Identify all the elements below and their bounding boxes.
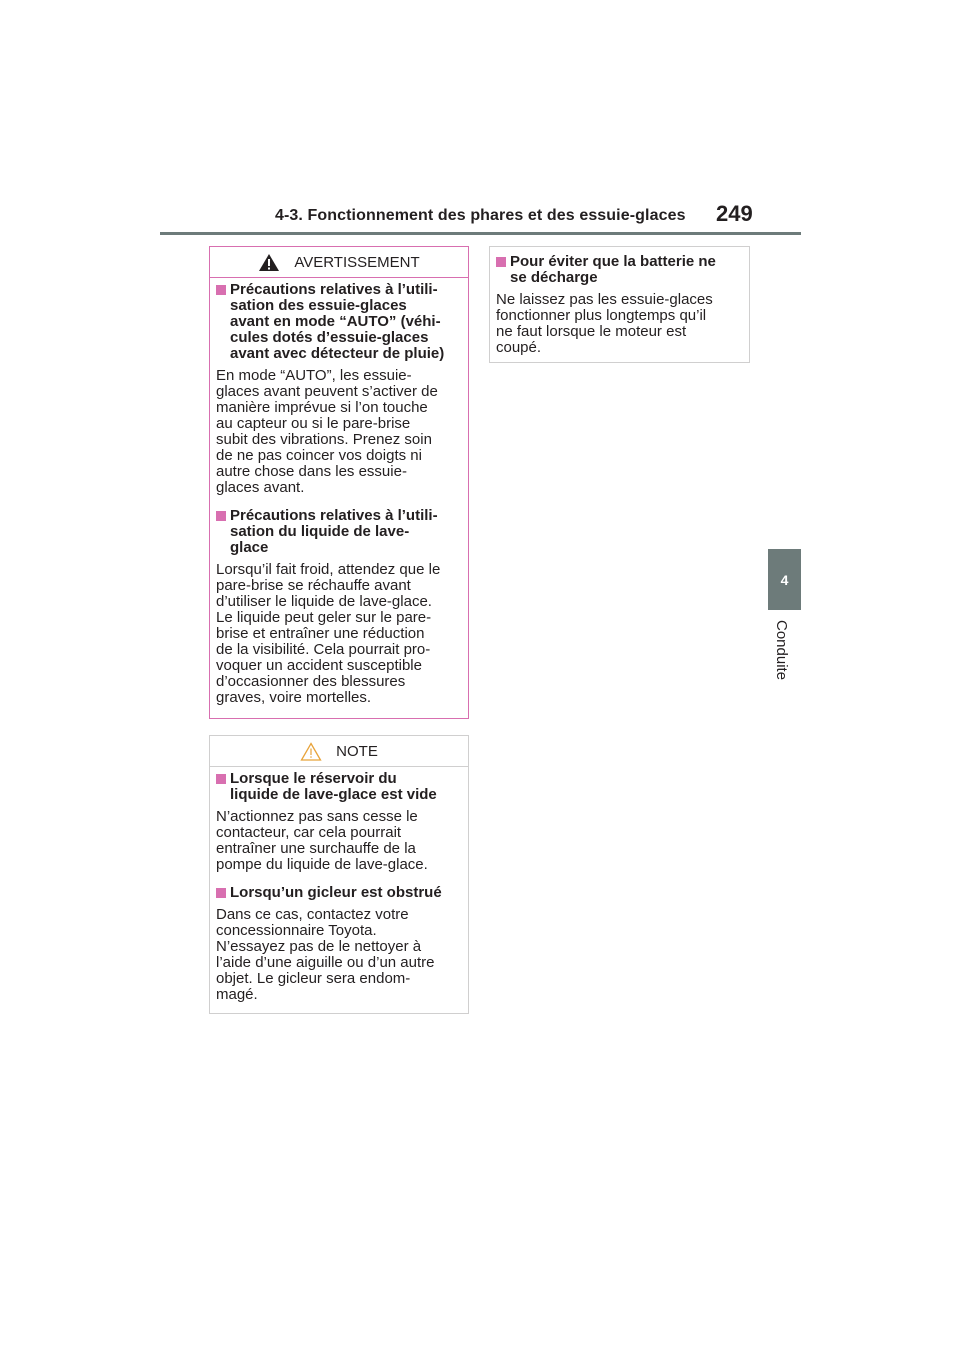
note-item-title (216, 885, 462, 901)
note-box-header (210, 736, 468, 767)
note-item-1-title: Lorsque le réservoir du liquide de lave-glace est vide (230, 770, 437, 803)
info-box (489, 246, 750, 363)
warning-triangle-icon (258, 253, 280, 272)
info-item-title (496, 254, 743, 286)
square-bullet-icon (216, 511, 226, 521)
caution-triangle-outline-icon (300, 742, 322, 761)
square-bullet-icon (216, 888, 226, 898)
note-item-title (216, 771, 462, 803)
note-item-2-body: Dans ce cas, contactez votre concessionnaire Toyota. N’essayez pas de le nettoyer à l’aide d’une aiguille ou d’un autre objet. Le gicleur sera endom- magé. (216, 906, 435, 1003)
warning-item-title (216, 508, 462, 556)
note-item-1-body: N’actionnez pas sans cesse le contacteur, car cela pourrait entraîner une surchauffe de la pompe du liquide de lave-glace. (216, 808, 428, 873)
info-item-1-body: Ne laissez pas les essuie-glaces fonctionner plus longtemps qu’il ne faut lorsque le moteur est coupé. (496, 291, 713, 356)
square-bullet-icon (216, 285, 226, 295)
chapter-tab[interactable] (768, 549, 801, 610)
section-title: 4-3. Fonctionnement des phares et des essuie-glaces (275, 207, 686, 224)
warning-box-header (210, 247, 468, 278)
warning-item-title (216, 282, 462, 362)
header-divider (160, 232, 801, 235)
chapter-label: Conduite (773, 620, 790, 681)
note-box (209, 735, 469, 1014)
warning-item-2-title: Précautions relatives à l’utili- sation du liquide de lave- glace (230, 507, 438, 556)
note-item-2-title: Lorsqu’un gicleur est obstrué (230, 884, 442, 901)
warning-item-2-body: Lorsqu’il fait froid, attendez que le pare-brise se réchauffe avant d’utiliser le liquide de lave-glace. Le liquide peut geler sur le pare- brise et entraîner une réduction de la visibilité. Cela pourrait pro- voquer un accident susceptible d’occasionner des blessures graves, voire mortelles. (216, 561, 441, 706)
page-number: 249 (716, 201, 753, 226)
note-heading: NOTE (336, 742, 378, 760)
warning-item-1-body: En mode “AUTO”, les essuie- glaces avant peuvent s’activer de manière imprévue si l’on touche au capteur ou si le pare-brise subit des vibrations. Prenez soin de ne pas coincer vos doigts ni autre chose dans les essuie- glaces avant. (216, 367, 438, 496)
square-bullet-icon (496, 257, 506, 267)
warning-item-1-title: Précautions relatives à l’utili- sation des essuie-glaces avant en mode “AUTO” (véhi- cules dotés d’essuie-glaces avant avec détecteur de pluie) (230, 281, 445, 362)
square-bullet-icon (216, 774, 226, 784)
info-item-1-title: Pour éviter que la batterie ne se décharge (510, 253, 716, 286)
chapter-number: 4 (780, 571, 789, 588)
warning-box (209, 246, 469, 719)
warning-heading: AVERTISSEMENT (294, 253, 420, 271)
